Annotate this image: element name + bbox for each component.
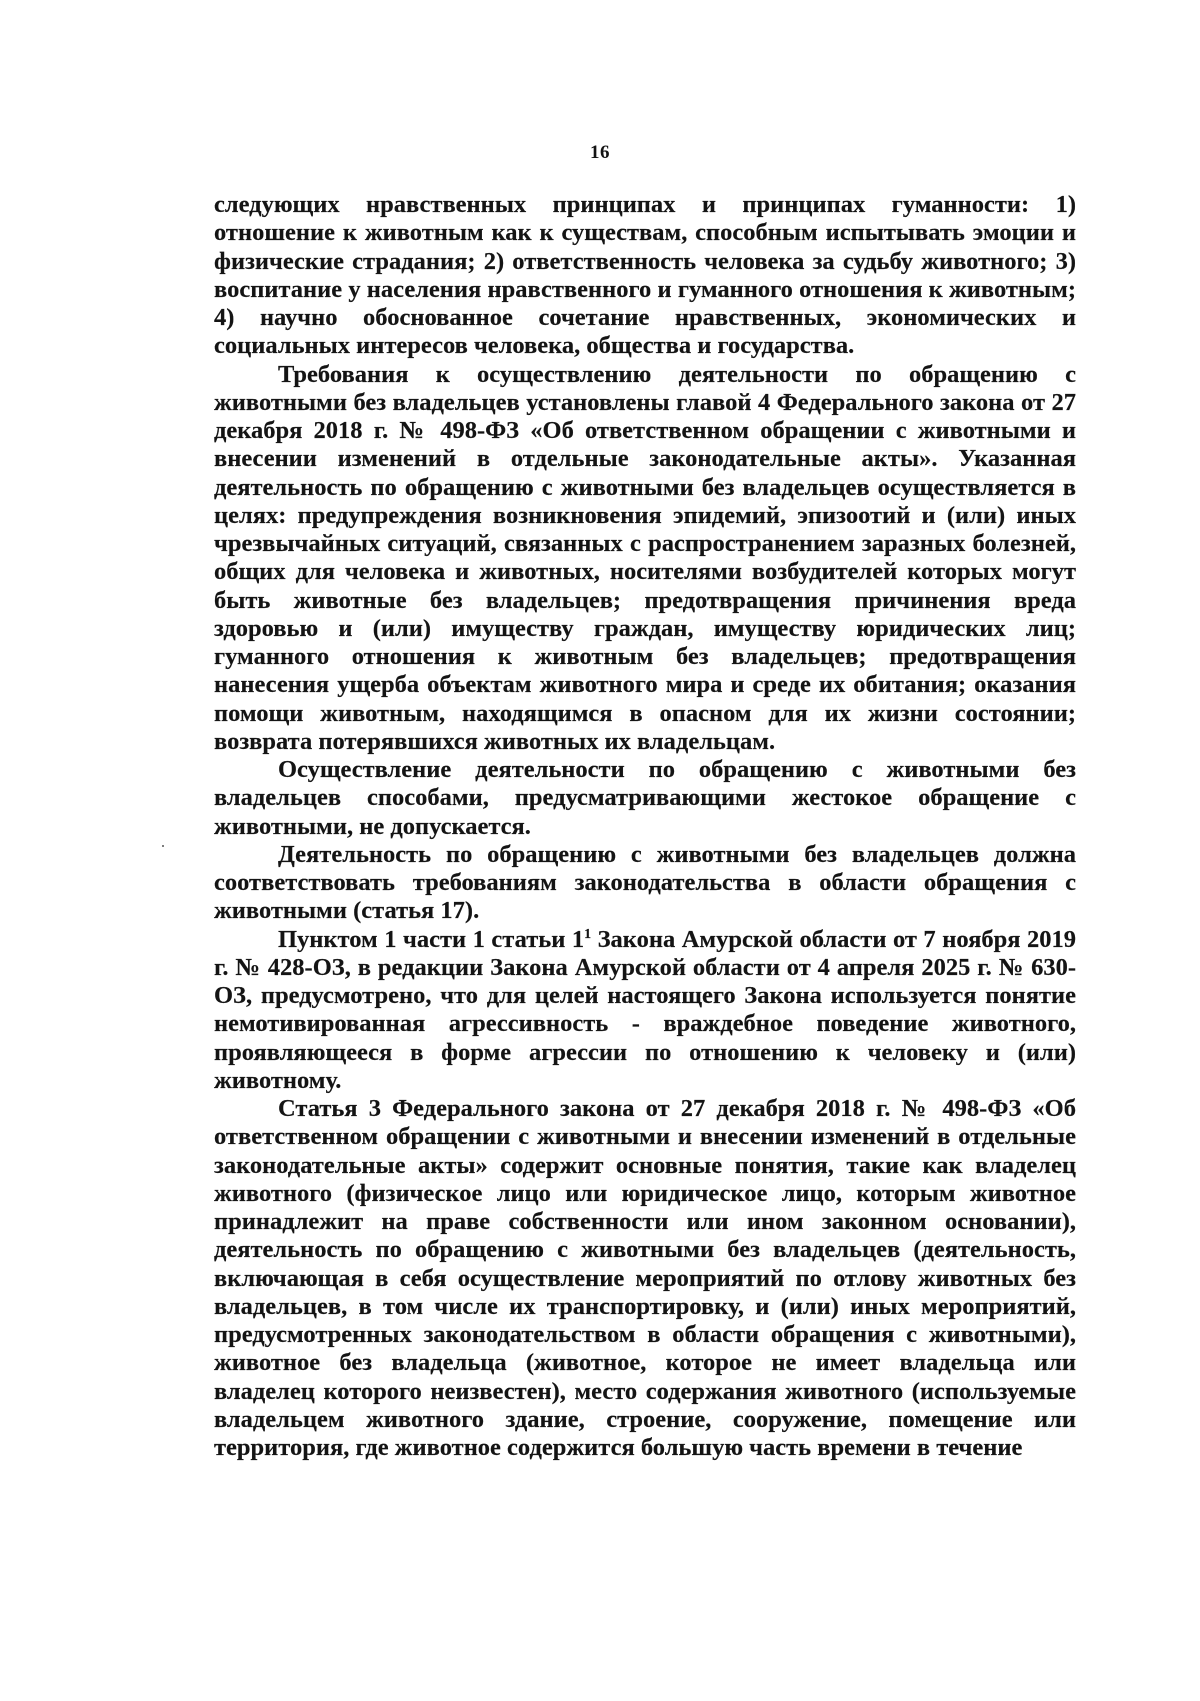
scan-speck [162, 845, 164, 847]
paragraph-6: Статья 3 Федерального закона от 27 декабря 2018 г. № 498-ФЗ «Об ответственном обращении с животными и внесении изменений в отдельные законодательные акты» содержит основные понятия, такие как владелец животного (физическое лицо или юридическое лицо, которым животное принадлежит на праве собственности или ином законном основании), деятельность по обращению с животными без владельцев (деятельность, включающая в себя осуществление мероприятий по отлову животных без владельцев, в том числе их транспортировку, и (или) иных мероприятий, предусмотренных законодательством в области обращения с животными), животное без владельца (животное, которое не имеет владельца или владелец которого неизвестен), место содержания животного (используемые владельцем животного здание, строение, сооружение, помещение или территория, где животное содержится большую часть времени в течение [214, 1095, 1076, 1461]
page-number: 16 [590, 142, 610, 163]
article-superscript: 1 [584, 926, 592, 942]
paragraph-5-rest: Закона Амурской области от 7 ноября 2019 г. № 428-ОЗ, в редакции Закона Амурской области от 4 апреля 2025 г. № 630-ОЗ, предусмотрено, что для целей настоящего Закона используется понятие немотивированная агрессивность - враждебное поведение животного, проявляющееся в форме агрессии по отношению к человеку и (или) животному. [214, 925, 1077, 1094]
paragraph-5-start: Пунктом 1 части 1 статьи 1 [278, 925, 585, 953]
paragraph-2: Требования к осуществлению деятельности по обращению с животными без владельцев установлены главой 4 Федерального закона от 27 декабря 2018 г. № 498-ФЗ «Об ответственном обращении с животными и внесении изменений в отдельные законодательные акты». Указанная деятельность по обращению с животными без владельцев осуществляется в целях: предупреждения возникновения эпидемий, эпизоотий и (или) иных чрезвычайных ситуаций, связанных с распространением заразных болезней, общих для человека и животных, носителями возбудителей которых могут быть животные без владельцев; предотвращения причинения вреда здоровью и (или) имуществу граждан, имуществу юридических лиц; гуманного отношения к животным без владельцев; предотвращения нанесения ущерба объектам животного мира и среде их обитания; оказания помощи животным, находящимся в опасном для их жизни состоянии; возврата потерявшихся животных их владельцам. [214, 360, 1076, 755]
paragraph-3: Осуществление деятельности по обращению с животными без владельцев способами, предусматривающими жестокое обращение с животными, не допускается. [214, 756, 1076, 840]
paragraph-4: Деятельность по обращению с животными без владельцев должна соответствовать требованиям законодательства в области обращения с животными (статья 17). [214, 840, 1076, 925]
paragraph-5 [214, 926, 1076, 1096]
document-body [214, 191, 1076, 1462]
paragraph-1: следующих нравственных принципах и принципах гуманности: 1) отношение к животным как к существам, способным испытывать эмоции и физические страдания; 2) ответственность человека за судьбу животного; 3) воспитание у населения нравственного и гуманного отношения к животным; 4) научно обоснованное сочетание нравственных, экономических и социальных интересов человека, общества и государства. [214, 191, 1076, 360]
